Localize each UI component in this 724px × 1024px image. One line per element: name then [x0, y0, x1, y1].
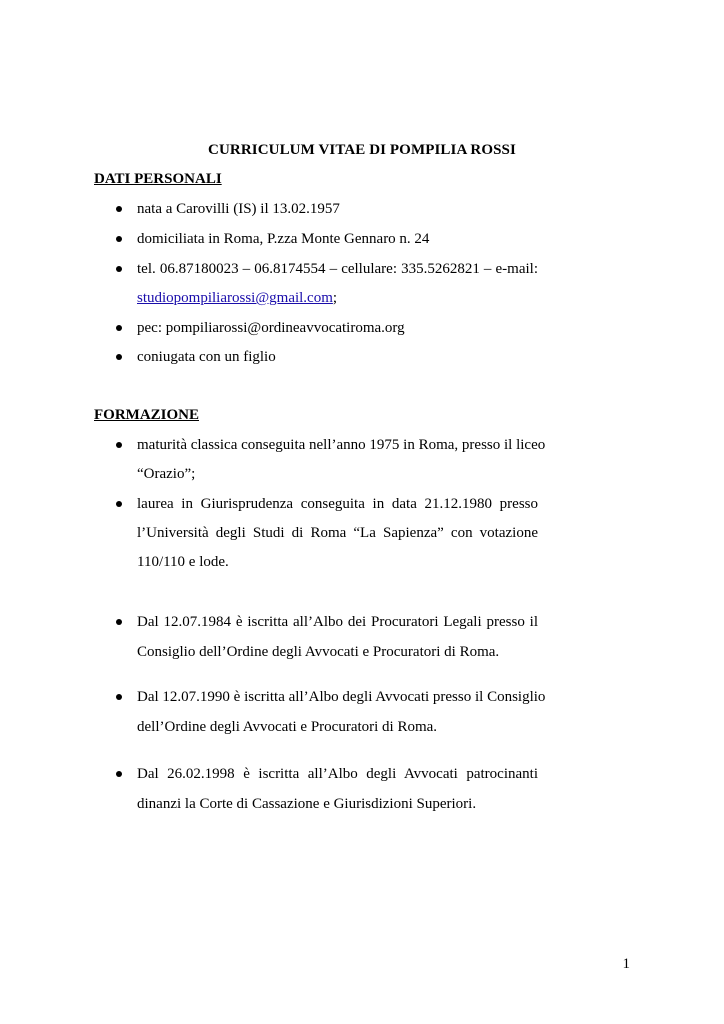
- career-line: dinanzi la Corte di Cassazione e Giurisdizioni Superiori.: [137, 796, 477, 812]
- bullet-icon: [116, 236, 122, 242]
- education-line: 110/110 e lode.: [137, 554, 229, 570]
- education-line: l’Università degli Studi di Roma “La Sapienza” con votazione: [137, 525, 538, 541]
- birth-info: nata a Carovilli (IS) il 13.02.1957: [137, 201, 340, 217]
- bullet-icon: [116, 206, 122, 212]
- email-link[interactable]: studiopompiliarossi@gmail.com: [137, 290, 333, 306]
- education-heading: FORMAZIONE: [94, 407, 199, 423]
- contact-info: tel. 06.87180023 – 06.8174554 – cellulare: 335.5262821 – e-mail:: [137, 261, 538, 277]
- bullet-icon: [116, 694, 122, 700]
- document-title: CURRICULUM VITAE DI POMPILIA ROSSI: [208, 142, 516, 158]
- education-line: maturità classica conseguita nell’anno 1975 in Roma, presso il liceo: [137, 437, 546, 453]
- bullet-icon: [116, 619, 122, 625]
- education-line: laurea in Giurisprudenza conseguita in data 21.12.1980 presso: [137, 496, 538, 512]
- email-line: [137, 289, 337, 307]
- career-line: Consiglio dell’Ordine degli Avvocati e Procuratori di Roma.: [137, 644, 500, 660]
- bullet-icon: [116, 354, 122, 360]
- email-suffix: ;: [332, 290, 338, 306]
- bullet-icon: [116, 266, 122, 272]
- bullet-icon: [116, 501, 122, 507]
- address-info: domiciliata in Roma, P.zza Monte Gennaro n. 24: [137, 231, 430, 247]
- page-number: 1: [622, 956, 630, 972]
- bullet-icon: [116, 325, 122, 331]
- family-info: coniugata con un figlio: [137, 349, 276, 365]
- career-line: dell’Ordine degli Avvocati e Procuratori di Roma.: [137, 719, 438, 735]
- bullet-icon: [116, 442, 122, 448]
- pec-info: pec: pompiliarossi@ordineavvocatiroma.org: [137, 320, 405, 336]
- education-line: “Orazio”;: [137, 466, 196, 482]
- bullet-icon: [116, 771, 122, 777]
- personal-data-heading: DATI PERSONALI: [94, 171, 222, 187]
- career-line: Dal 26.02.1998 è iscritta all’Albo degli Avvocati patrocinanti: [137, 766, 538, 782]
- career-line: Dal 12.07.1990 è iscritta all’Albo degli Avvocati presso il Consiglio: [137, 689, 546, 705]
- career-line: Dal 12.07.1984 è iscritta all’Albo dei Procuratori Legali presso il: [137, 614, 538, 630]
